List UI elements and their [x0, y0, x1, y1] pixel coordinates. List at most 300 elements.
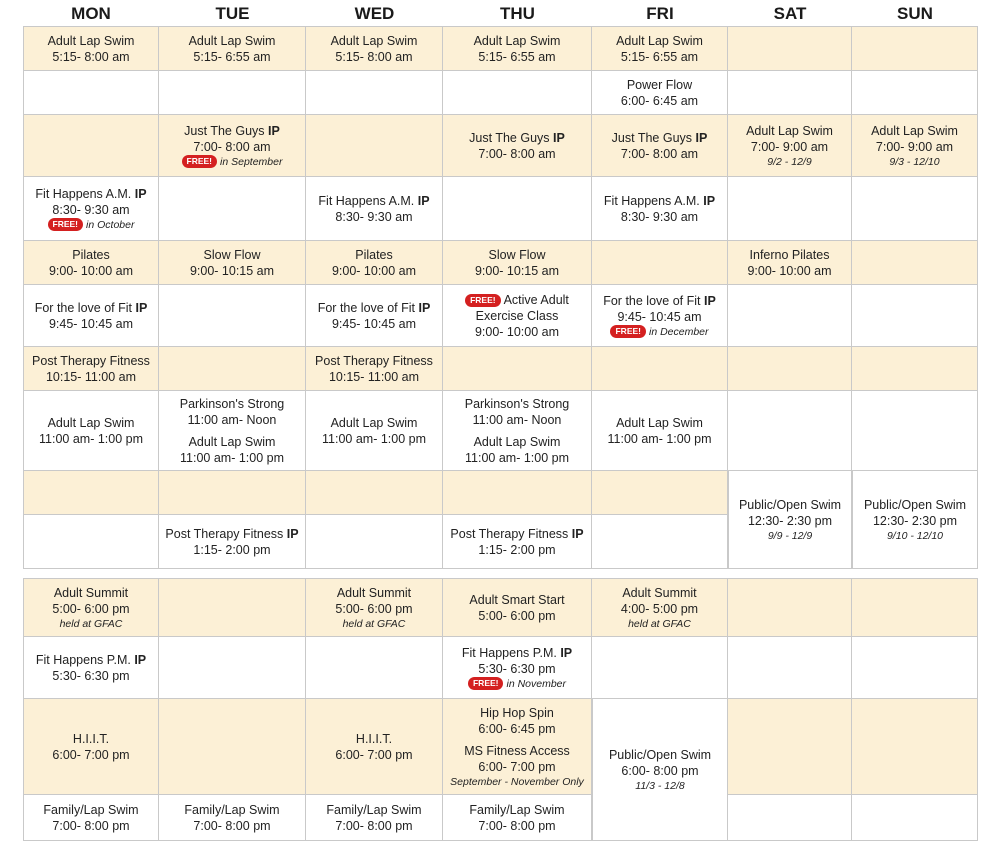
schedule-row: [23, 699, 978, 795]
class-name: [480, 705, 554, 721]
schedule-cell-thu: [443, 347, 592, 390]
class-title: Inferno Pilates: [749, 247, 830, 262]
schedule-cell-sun: [852, 285, 978, 346]
schedule-cell-sat: [728, 241, 852, 284]
ip-label: IP: [703, 193, 716, 208]
schedule-row: [23, 391, 978, 471]
class-time: 10:15- 11:00 am: [328, 369, 420, 384]
class-title-continued: Exercise Class: [475, 308, 559, 323]
class-time: 5:00- 6:00 pm: [478, 608, 556, 623]
class-entry: [43, 802, 138, 834]
schedule-cell-sat: [728, 795, 852, 840]
class-name: [450, 526, 583, 542]
class-name: [36, 652, 146, 668]
note-text: 9/10 - 12/10: [886, 529, 944, 542]
class-entry: [322, 415, 426, 447]
class-time: 8:30- 9:30 am: [620, 209, 699, 224]
schedule-row: [23, 347, 978, 391]
class-name: [337, 585, 411, 601]
class-entry: [475, 247, 559, 279]
class-note: [343, 617, 406, 631]
schedule-cell-sun: [852, 795, 978, 840]
class-entry: [318, 300, 431, 332]
note-text: 9/9 - 12/9: [767, 529, 813, 542]
schedule-cell-sat: [728, 391, 852, 470]
class-name: [189, 33, 276, 49]
schedule-cell-sun: [852, 177, 978, 240]
class-title: Adult Lap Swim: [473, 33, 561, 48]
class-name: [165, 526, 298, 542]
class-time: 1:15- 2:00 pm: [193, 542, 271, 557]
class-title: Adult Summit: [53, 585, 129, 600]
class-title: Family/Lap Swim: [469, 802, 565, 817]
class-title: Post Therapy Fitness: [32, 353, 150, 368]
schedule-cell-thu: [443, 391, 592, 470]
schedule-row: [23, 637, 978, 699]
class-title: Adult Summit: [336, 585, 412, 600]
schedule-cell-mon: [23, 347, 159, 390]
class-name: [469, 130, 565, 146]
ip-label: IP: [135, 300, 148, 315]
class-title: Public/Open Swim: [863, 497, 967, 512]
schedule-cell-thu: [443, 515, 592, 568]
class-name: [54, 585, 128, 601]
class-title: Adult Smart Start: [469, 592, 565, 607]
class-time: 11:00 am- 1:00 pm: [322, 431, 426, 446]
schedule-cell-sun: [852, 391, 978, 470]
class-note: [768, 529, 812, 543]
schedule-cell-fri: [592, 71, 728, 114]
class-time: 11:00 am- Noon: [472, 412, 562, 427]
class-entry: [864, 497, 966, 543]
class-time: 11:00 am- 1:00 pm: [39, 431, 143, 446]
class-entry: [465, 434, 569, 466]
class-name: [864, 497, 966, 513]
class-title: Just The Guys: [611, 130, 693, 145]
class-entry: [35, 300, 148, 332]
class-name: [318, 300, 431, 316]
schedule-cell-thu: [443, 795, 592, 840]
class-title: Fit Happens P.M.: [461, 645, 557, 660]
class-entry: [616, 33, 703, 65]
class-time: 8:30- 9:30 am: [335, 209, 413, 224]
class-time: 7:00- 9:00 am: [750, 139, 829, 154]
day-header-tue: TUE: [215, 4, 250, 23]
class-name: [180, 396, 285, 412]
schedule-cell-sat: [728, 579, 852, 636]
free-badge: FREE!: [468, 677, 504, 690]
class-name: [356, 731, 392, 747]
class-name: [43, 802, 138, 818]
schedule-cell-wed: [306, 177, 443, 240]
ip-label: IP: [418, 300, 431, 315]
class-time: 7:00- 8:00 pm: [52, 818, 130, 833]
schedule-cell-sat: [728, 27, 852, 70]
schedule-cell-sun: [852, 27, 978, 70]
class-entry: [52, 585, 129, 631]
schedule-cell-tue: [159, 515, 306, 568]
class-title: Parkinson's Strong: [464, 396, 570, 411]
class-name: [462, 645, 572, 661]
schedule-cell-sat: [728, 637, 852, 698]
schedule-cell-thu: [443, 471, 592, 514]
class-name: [616, 33, 703, 49]
schedule-cell-fri: [592, 241, 728, 284]
schedule-cell-sat: [728, 115, 852, 176]
class-name: [326, 802, 421, 818]
class-name: [474, 33, 561, 49]
class-time: 6:00- 7:00 pm: [478, 759, 556, 774]
class-note: [887, 529, 943, 543]
class-name: [469, 802, 564, 818]
class-entry: [49, 247, 133, 279]
schedule-cell-mon: [23, 115, 159, 176]
class-entry: [335, 731, 412, 763]
class-entry: [450, 526, 583, 558]
schedule-cell-mon: [23, 515, 159, 568]
class-title: Adult Lap Swim: [188, 33, 276, 48]
schedule-cell-tue: [159, 177, 306, 240]
class-time: 7:00- 8:00 am: [193, 139, 271, 154]
ip-label: IP: [134, 186, 147, 201]
class-entry: [739, 497, 841, 543]
class-name: [204, 247, 261, 263]
class-title: Adult Lap Swim: [871, 123, 958, 138]
class-title: Adult Lap Swim: [188, 434, 276, 449]
class-time: 6:00- 7:00 pm: [52, 747, 130, 762]
class-title: Public/Open Swim: [608, 747, 712, 762]
class-title: Slow Flow: [488, 247, 546, 262]
schedule-cell-sun: [852, 347, 978, 390]
schedule-cell-sun: [852, 71, 978, 114]
class-entry: [48, 33, 135, 65]
class-time: 5:00- 6:00 pm: [52, 601, 130, 616]
class-name: [616, 415, 703, 431]
class-title: Adult Lap Swim: [330, 415, 418, 430]
schedule-row: [23, 71, 978, 115]
class-time: 11:00 am- 1:00 pm: [607, 431, 712, 446]
schedule-cell-thu: [443, 177, 592, 240]
class-title: Fit Happens P.M.: [35, 652, 131, 667]
free-badge: FREE!: [610, 325, 646, 338]
day-header-fri: FRI: [646, 4, 674, 23]
schedule-cell-thu: [443, 27, 592, 70]
class-time: 7:00- 8:00 am: [478, 146, 556, 161]
schedule-cell-wed: [306, 699, 443, 794]
class-entry: [474, 33, 561, 65]
class-entry: [39, 415, 143, 447]
class-name: [746, 123, 833, 139]
class-name: [184, 123, 280, 139]
schedule-cell-fri-merged: [592, 699, 728, 841]
note-text: in October: [86, 218, 135, 231]
schedule-cell-wed: [306, 515, 443, 568]
schedule-cell-fri: [592, 285, 728, 346]
class-title: Slow Flow: [203, 247, 261, 262]
class-entry: [871, 123, 958, 169]
class-title: Adult Lap Swim: [330, 33, 418, 48]
class-time: 4:00- 5:00 pm: [620, 601, 699, 616]
class-entry: [621, 585, 698, 631]
schedule-cell-sun: [852, 637, 978, 698]
schedule-cell-fri: [592, 471, 728, 514]
class-entry: [465, 292, 569, 340]
free-badge: FREE!: [48, 218, 84, 231]
class-note: [610, 325, 708, 339]
class-entry: [608, 415, 712, 447]
schedule-cell-wed: [306, 347, 443, 390]
schedule-cell-fri: [592, 27, 728, 70]
class-title: Adult Lap Swim: [616, 415, 703, 430]
class-note: [468, 677, 566, 691]
class-title: H.I.I.T.: [72, 731, 110, 746]
class-time: 9:45- 10:45 am: [48, 316, 134, 331]
class-entry: [621, 77, 698, 109]
note-text: held at GFAC: [628, 617, 691, 630]
class-entry: [52, 731, 129, 763]
schedule-cell-thu: [443, 241, 592, 284]
ip-label: IP: [695, 130, 708, 145]
schedule-cell-tue: [159, 699, 306, 794]
class-time: 7:00- 8:00 am: [620, 146, 699, 161]
schedule-cell-mon: [23, 177, 159, 240]
class-title: Public/Open Swim: [738, 497, 842, 512]
class-name: [331, 415, 418, 431]
class-time: 9:00- 10:00 am: [474, 324, 560, 339]
class-time: 9:00- 10:00 am: [747, 263, 832, 278]
class-title: Adult Lap Swim: [746, 123, 833, 138]
class-name: [474, 434, 561, 450]
schedule-cell-sat: [728, 177, 852, 240]
class-time: 9:00- 10:00 am: [331, 263, 417, 278]
class-entry: [746, 123, 833, 169]
evening-schedule-table: [23, 578, 978, 841]
note-text: 9/3 - 12/10: [889, 155, 940, 168]
class-name: [609, 747, 711, 763]
schedule-cell-wed: [306, 115, 443, 176]
class-entry: [603, 293, 716, 339]
schedule-cell-sat: [728, 71, 852, 114]
class-time: 6:00- 8:00 pm: [621, 763, 699, 778]
schedule-row: [23, 115, 978, 177]
class-entry: [315, 353, 433, 385]
schedule-cell-tue: [159, 241, 306, 284]
class-title: Power Flow: [626, 77, 693, 92]
class-entry: [747, 247, 831, 279]
class-name: [465, 292, 569, 308]
schedule-cell-sun: [852, 699, 978, 794]
note-text: in December: [648, 325, 709, 338]
class-time: 9:45- 10:45 am: [331, 316, 417, 331]
class-time: 6:00- 7:00 pm: [335, 747, 413, 762]
class-entry: [35, 186, 146, 232]
class-title: Pilates: [72, 247, 110, 262]
note-text: 11/3 - 12/8: [635, 779, 685, 792]
class-entry: [180, 396, 285, 428]
schedule-cell-thu: [443, 285, 592, 346]
class-entry: [182, 123, 283, 169]
class-name: [627, 77, 692, 93]
class-entry: [612, 130, 708, 162]
schedule-cell-mon: [23, 391, 159, 470]
schedule-cell-tue: [159, 637, 306, 698]
schedule-cell-thu: [443, 579, 592, 636]
schedule-cell-mon: [23, 241, 159, 284]
class-name: [184, 802, 279, 818]
class-note: [767, 155, 811, 169]
schedule-cell-tue: [159, 347, 306, 390]
class-note: [450, 775, 584, 789]
schedule-cell-wed: [306, 27, 443, 70]
schedule-row: [23, 285, 978, 347]
class-time: 5:00- 6:00 pm: [335, 601, 413, 616]
class-time: 7:00- 8:00 pm: [478, 818, 556, 833]
class-title: Adult Summit: [622, 585, 697, 600]
schedule-cell-sun: [852, 115, 978, 176]
class-time: 8:30- 9:30 am: [52, 202, 130, 217]
class-title: Fit Happens A.M.: [35, 186, 132, 201]
class-time: 12:30- 2:30 pm: [747, 513, 833, 528]
class-entry: [609, 747, 711, 793]
class-title: Fit Happens A.M.: [603, 193, 700, 208]
schedule-cell-wed: [306, 637, 443, 698]
class-title: Family/Lap Swim: [43, 802, 139, 817]
class-name: [48, 33, 135, 49]
class-time: 5:15- 6:55 am: [620, 49, 699, 64]
class-time: 5:30- 6:30 pm: [478, 661, 556, 676]
class-title: For the love of Fit: [317, 300, 415, 315]
schedule-cell-wed: [306, 579, 443, 636]
class-name: [465, 396, 570, 412]
schedule-cell-wed: [306, 795, 443, 840]
schedule-cell-mon: [23, 699, 159, 794]
schedule-cell-sat: [728, 285, 852, 346]
ip-label: IP: [268, 123, 280, 138]
class-name: [603, 293, 716, 309]
schedule-cell-sat: [728, 347, 852, 390]
class-entry: [335, 585, 412, 631]
class-entry: [318, 193, 429, 225]
note-text: held at GFAC: [342, 617, 406, 630]
class-name: [318, 193, 429, 209]
class-entry: [469, 592, 564, 624]
class-time: 1:15- 2:00 pm: [478, 542, 556, 557]
class-time: 6:00- 6:45 pm: [478, 721, 556, 736]
class-entry: [462, 645, 572, 691]
schedule-cell-wed: [306, 241, 443, 284]
schedule-cell-wed: [306, 471, 443, 514]
schedule-cell-sat: [728, 699, 852, 794]
schedule-cell-tue: [159, 27, 306, 70]
class-title: Family/Lap Swim: [184, 802, 280, 817]
class-time: 11:00 am- Noon: [187, 412, 277, 427]
class-entry: [32, 353, 150, 385]
ip-label: IP: [553, 130, 565, 145]
class-time: 7:00- 9:00 am: [875, 139, 954, 154]
class-name: [35, 186, 146, 202]
class-time: 9:45- 10:45 am: [617, 309, 702, 324]
class-time: 5:30- 6:30 pm: [52, 668, 130, 683]
class-time: 5:15- 8:00 am: [52, 49, 130, 64]
schedule-cell-tue: [159, 115, 306, 176]
class-title: For the love of Fit: [34, 300, 132, 315]
class-entry: [331, 33, 418, 65]
day-header-sat: SAT: [773, 4, 807, 23]
day-header-sun: SUN: [897, 4, 933, 23]
schedule-cell-mon: [23, 579, 159, 636]
free-badge: FREE!: [465, 294, 501, 307]
schedule-cell-tue: [159, 71, 306, 114]
note-text: held at GFAC: [59, 617, 123, 630]
class-title: Fit Happens A.M.: [318, 193, 415, 208]
class-time: 11:00 am- 1:00 pm: [180, 450, 284, 465]
schedule-cell-wed: [306, 285, 443, 346]
class-time: 9:00- 10:15 am: [189, 263, 275, 278]
day-header-mon: MON: [71, 4, 111, 23]
schedule-cell-mon: [23, 637, 159, 698]
class-name: [489, 247, 546, 263]
schedule-row: [23, 27, 978, 71]
day-header-wed: WED: [354, 4, 395, 23]
class-entry: [165, 526, 298, 558]
class-name: [35, 300, 148, 316]
schedule-cell-thu: [443, 637, 592, 698]
ip-label: IP: [571, 526, 584, 541]
class-name: [739, 497, 841, 513]
schedule-row: [23, 579, 978, 637]
class-title: Pilates: [355, 247, 393, 262]
class-time: 5:15- 6:55 am: [478, 49, 556, 64]
schedule-cell-tue: [159, 795, 306, 840]
class-name: [604, 193, 715, 209]
class-entry: [450, 743, 584, 789]
class-entry: [184, 802, 279, 834]
schedule-cell-fri: [592, 347, 728, 390]
schedule-cell-mon: [23, 285, 159, 346]
class-title: Adult Lap Swim: [473, 434, 561, 449]
schedule-cell-tue: [159, 579, 306, 636]
schedule-row: [23, 241, 978, 285]
class-entry: [332, 247, 416, 279]
class-note: [635, 779, 684, 793]
schedule-cell-fri: [592, 115, 728, 176]
class-title: H.I.I.T.: [355, 731, 393, 746]
class-entry: [180, 434, 284, 466]
class-time: 9:00- 10:00 am: [48, 263, 134, 278]
class-time: 5:15- 6:55 am: [193, 49, 271, 64]
schedule-cell-mon: [23, 795, 159, 840]
class-entry: [190, 247, 274, 279]
ip-label: IP: [286, 526, 299, 541]
class-title: Active Adult: [503, 292, 569, 307]
class-time: 7:00- 8:00 pm: [335, 818, 413, 833]
schedule-cell-fri: [592, 579, 728, 636]
class-name: [750, 247, 830, 263]
note-text: in September: [220, 155, 283, 168]
class-note: [182, 155, 283, 169]
day-header-thu: THU: [500, 4, 535, 23]
schedule-row: [23, 177, 978, 241]
class-name: [355, 247, 393, 263]
class-entry: [469, 802, 564, 834]
schedule-cell-mon: [23, 471, 159, 514]
free-badge: FREE!: [182, 155, 218, 168]
class-title: Adult Lap Swim: [47, 415, 135, 430]
schedule-cell-fri: [592, 515, 728, 568]
schedule-cell-sun-merged: [852, 471, 978, 569]
class-name: [331, 33, 418, 49]
class-title: Family/Lap Swim: [326, 802, 422, 817]
